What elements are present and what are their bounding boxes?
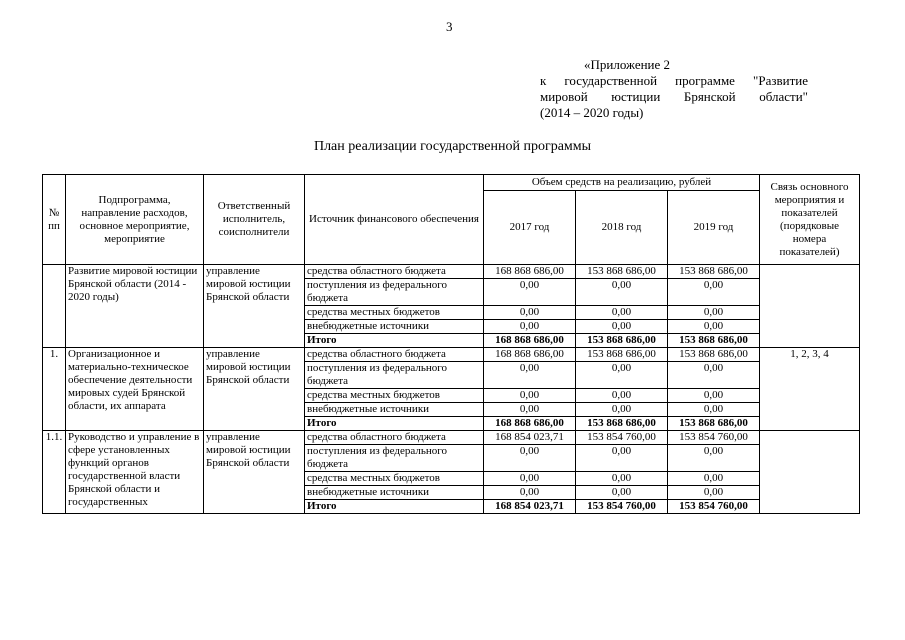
table-row xyxy=(43,431,860,445)
indicator-link xyxy=(760,431,860,514)
row-number xyxy=(43,265,66,348)
amount-2018: 0,00 xyxy=(576,486,668,500)
appendix-line-3: мировой юстиции Брянской области" xyxy=(540,89,808,104)
header-2017: 2017 год xyxy=(484,191,576,265)
amount-2019: 0,00 xyxy=(668,279,760,306)
row-number: 1.1. xyxy=(43,431,66,514)
plan-table-body xyxy=(43,265,860,514)
amount-2017: 0,00 xyxy=(484,279,576,306)
funding-source: средства областного бюджета xyxy=(305,431,484,445)
header-num: № пп xyxy=(43,175,66,265)
amount-2019: 0,00 xyxy=(668,362,760,389)
indicator-link: 1, 2, 3, 4 xyxy=(760,348,860,431)
header-volume: Объем средств на реализацию, рублей xyxy=(484,175,760,191)
amount-2019: 153 854 760,00 xyxy=(668,500,760,514)
header-subprogram: Подпрограмма, направление расходов, основное мероприятие, мероприятие xyxy=(66,175,204,265)
amount-2017: 0,00 xyxy=(484,486,576,500)
amount-2019: 0,00 xyxy=(668,320,760,334)
amount-2017: 168 854 023,71 xyxy=(484,500,576,514)
amount-2018: 153 868 686,00 xyxy=(576,334,668,348)
funding-source: средства областного бюджета xyxy=(305,265,484,279)
amount-2018: 0,00 xyxy=(576,306,668,320)
appendix-heading xyxy=(540,57,808,121)
page-number: 3 xyxy=(446,19,453,34)
amount-2017: 0,00 xyxy=(484,362,576,389)
amount-2018: 0,00 xyxy=(576,472,668,486)
funding-source: средства местных бюджетов xyxy=(305,472,484,486)
amount-2018: 153 854 760,00 xyxy=(576,500,668,514)
plan-title: План реализации государственной программы xyxy=(313,139,592,154)
header-2018: 2018 год xyxy=(576,191,668,265)
header-source: Источник финансового обеспечения xyxy=(305,175,484,265)
table-row xyxy=(43,265,860,279)
table-row xyxy=(43,348,860,362)
funding-source: поступления из федерального бюджета xyxy=(305,362,484,389)
amount-2019: 153 868 686,00 xyxy=(668,265,760,279)
amount-2019: 0,00 xyxy=(668,389,760,403)
header-responsible: Ответственный исполнитель, соисполнители xyxy=(204,175,305,265)
funding-source: внебюджетные источники xyxy=(305,403,484,417)
funding-source: внебюджетные источники xyxy=(305,320,484,334)
funding-source: средства местных бюджетов xyxy=(305,389,484,403)
amount-2017: 0,00 xyxy=(484,472,576,486)
amount-2018: 0,00 xyxy=(576,445,668,472)
amount-2019: 0,00 xyxy=(668,445,760,472)
amount-2017: 0,00 xyxy=(484,389,576,403)
funding-source: средства областного бюджета xyxy=(305,348,484,362)
amount-2017: 168 868 686,00 xyxy=(484,417,576,431)
amount-2018: 153 868 686,00 xyxy=(576,417,668,431)
amount-2018: 0,00 xyxy=(576,362,668,389)
indicator-link xyxy=(760,265,860,348)
amount-2019: 0,00 xyxy=(668,472,760,486)
amount-2019: 0,00 xyxy=(668,486,760,500)
amount-2017: 168 854 023,71 xyxy=(484,431,576,445)
amount-2018: 0,00 xyxy=(576,320,668,334)
amount-2017: 0,00 xyxy=(484,306,576,320)
funding-source: внебюджетные источники xyxy=(305,486,484,500)
amount-2018: 0,00 xyxy=(576,403,668,417)
appendix-line-1: «Приложение 2 xyxy=(584,57,671,72)
subprogram-name: Руководство и управление в сфере установленных функций органов государственной власти Брянской области и государственных xyxy=(66,431,204,514)
funding-source: Итого xyxy=(305,334,484,348)
header-2019: 2019 год xyxy=(668,191,760,265)
row-number: 1. xyxy=(43,348,66,431)
amount-2018: 0,00 xyxy=(576,389,668,403)
responsible-executor: управление мировой юстиции Брянской области xyxy=(204,431,305,514)
header-link: Связь основного мероприятия и показателей (порядковые номера показателей) xyxy=(760,175,860,265)
amount-2019: 153 868 686,00 xyxy=(668,334,760,348)
amount-2017: 0,00 xyxy=(484,445,576,472)
appendix-line-4: (2014 – 2020 годы) xyxy=(540,105,644,120)
appendix-line-2: к государственной программе "Развитие xyxy=(540,73,808,88)
funding-source: Итого xyxy=(305,500,484,514)
amount-2017: 168 868 686,00 xyxy=(484,348,576,362)
plan-table xyxy=(42,174,860,514)
amount-2017: 168 868 686,00 xyxy=(484,265,576,279)
amount-2019: 0,00 xyxy=(668,403,760,417)
amount-2018: 0,00 xyxy=(576,279,668,306)
amount-2019: 0,00 xyxy=(668,306,760,320)
amount-2019: 153 868 686,00 xyxy=(668,417,760,431)
responsible-executor: управление мировой юстиции Брянской области xyxy=(204,348,305,431)
funding-source: поступления из федерального бюджета xyxy=(305,279,484,306)
funding-source: поступления из федерального бюджета xyxy=(305,445,484,472)
amount-2017: 0,00 xyxy=(484,320,576,334)
amount-2017: 168 868 686,00 xyxy=(484,334,576,348)
amount-2019: 153 854 760,00 xyxy=(668,431,760,445)
amount-2018: 153 868 686,00 xyxy=(576,348,668,362)
funding-source: Итого xyxy=(305,417,484,431)
responsible-executor: управление мировой юстиции Брянской области xyxy=(204,265,305,348)
subprogram-name: Развитие мировой юстиции Брянской области (2014 - 2020 годы) xyxy=(66,265,204,348)
amount-2018: 153 868 686,00 xyxy=(576,265,668,279)
amount-2018: 153 854 760,00 xyxy=(576,431,668,445)
funding-source: средства местных бюджетов xyxy=(305,306,484,320)
subprogram-name: Организационное и материально-техническое обеспечение деятельности мировых судей Брянской области, их аппарата xyxy=(66,348,204,431)
amount-2017: 0,00 xyxy=(484,403,576,417)
amount-2019: 153 868 686,00 xyxy=(668,348,760,362)
